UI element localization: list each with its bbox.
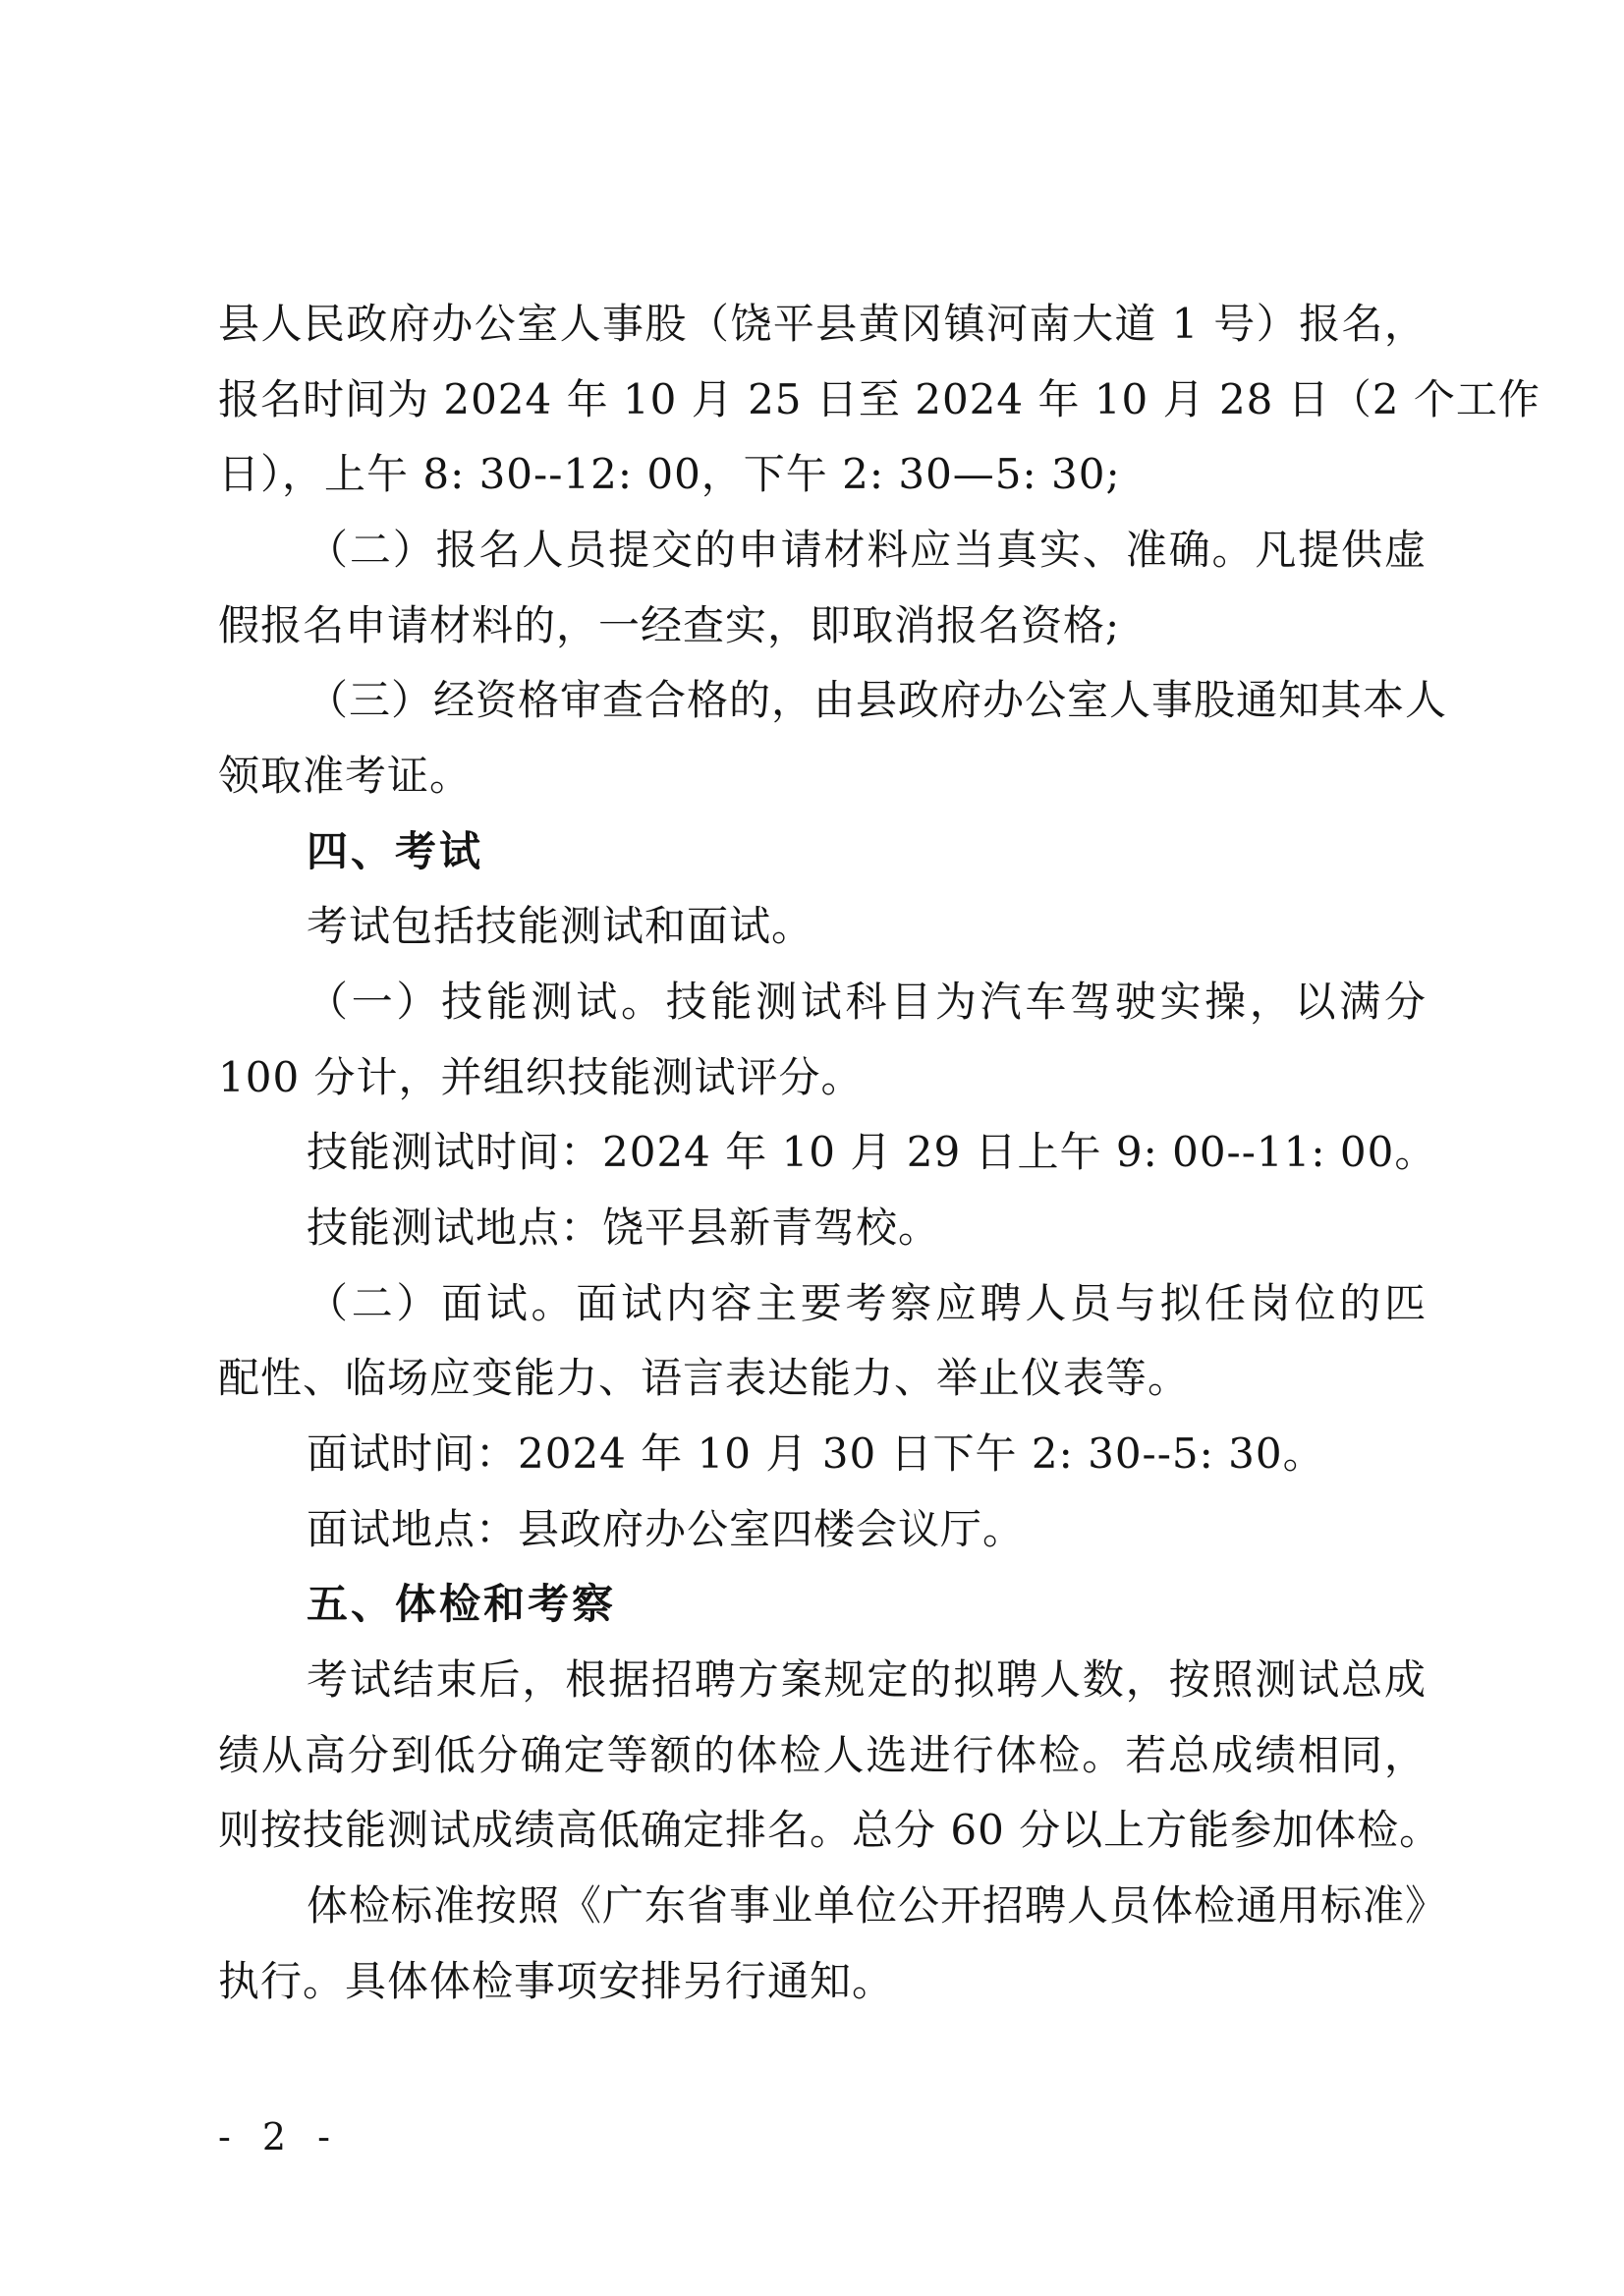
body-line-registration-dates: 报名时间为 2024 年 10 月 25 日至 2024 年 10 月 28 日（2 个工作: [218, 375, 1540, 423]
body-line-medical-2: 绩从高分到低分确定等额的体检人选进行体检。若总成绩相同，: [218, 1731, 1427, 1779]
section-heading-exam: 四、考试: [307, 827, 484, 875]
body-line-medical-standard-1: 体检标准按照《广东省事业单位公开招聘人员体检通用标准》: [307, 1881, 1448, 1930]
page-number: - 2 -: [218, 2115, 341, 2158]
body-line-registration-hours: 日），上午 8: 30--12: 00，下午 2: 30—5: 30;: [218, 450, 1121, 498]
body-line-interview-2: 配性、临场应变能力、语言表达能力、举止仪表等。: [218, 1354, 1191, 1402]
body-line-registration-location: 县人民政府办公室人事股（饶平县黄冈镇河南大道 1 号）报名，: [218, 300, 1427, 348]
body-line-skill-test-1: （一）技能测试。技能测试科目为汽车驾驶实操，以满分: [307, 978, 1427, 1026]
body-line-interview-1: （二）面试。面试内容主要考察应聘人员与拟任岗位的匹: [307, 1279, 1427, 1327]
body-line-exam-intro: 考试包括技能测试和面试。: [307, 902, 814, 950]
section-heading-medical: 五、体检和考察: [307, 1580, 617, 1628]
body-line-medical-standard-2: 执行。具体体检事项安排另行通知。: [218, 1957, 895, 2005]
body-line-interview-time: 面试时间：2024 年 10 月 30 日下午 2: 30--5: 30。: [307, 1429, 1325, 1478]
body-line-qualification-2: 领取准考证。: [218, 752, 473, 800]
body-line-materials-2: 假报名申请材料的，一经查实，即取消报名资格;: [218, 601, 1121, 649]
body-line-materials-1: （二）报名人员提交的申请材料应当真实、准确。凡提供虚: [307, 526, 1427, 574]
body-line-medical-3: 则按技能测试成绩高低确定排名。总分 60 分以上方能参加体检。: [218, 1806, 1442, 1854]
body-line-skill-test-location: 技能测试地点：饶平县新青驾校。: [307, 1204, 941, 1252]
body-line-qualification-1: （三）经资格审查合格的，由县政府办公室人事股通知其本人: [307, 676, 1448, 724]
body-line-skill-test-2: 100 分计，并组织技能测试评分。: [218, 1053, 864, 1101]
body-line-interview-location: 面试地点：县政府办公室四楼会议厅。: [307, 1505, 1026, 1553]
body-line-medical-1: 考试结束后，根据招聘方案规定的拟聘人数，按照测试总成: [307, 1655, 1427, 1704]
body-line-skill-test-time: 技能测试时间：2024 年 10 月 29 日上午 9: 00--11: 00。: [307, 1128, 1437, 1176]
